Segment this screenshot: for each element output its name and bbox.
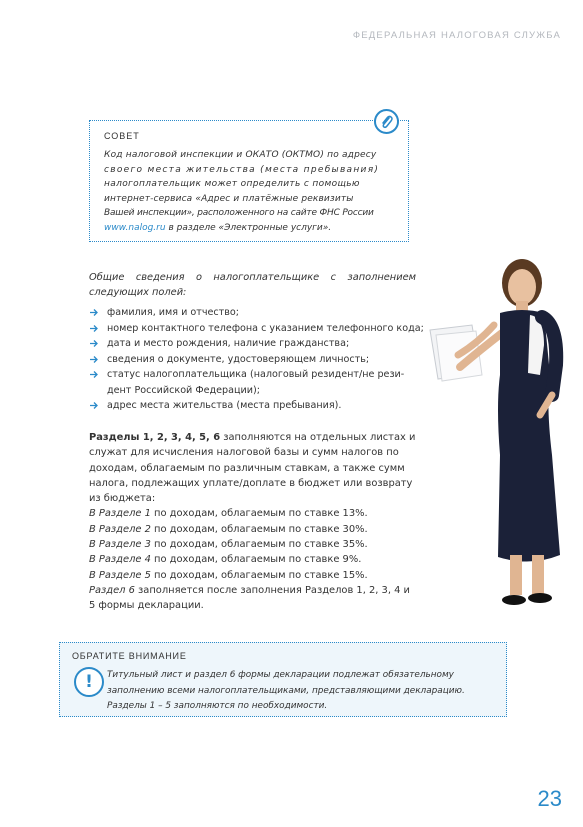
- tip-line: Код налоговой инспекции и ОКАТО (ОКТМО) по адресу: [104, 150, 377, 160]
- tip-line: налогоплательщик может определить с помощью: [104, 179, 360, 190]
- header-title: ФЕДЕРАЛЬНАЯ НАЛОГОВАЯ СЛУЖБА: [352, 30, 561, 41]
- arrow-right-icon: [89, 324, 99, 333]
- arrow-right-icon: [89, 339, 99, 348]
- tip-text: [104, 148, 396, 236]
- attention-box: [59, 642, 507, 717]
- list-item: статус налогоплательщика (налоговый резидент/не рези- дент Российской Федерации);: [89, 367, 429, 398]
- list-item: адрес места жительства (места пребывания).: [89, 398, 429, 414]
- section-item: В Разделе 5 по доходам, облагаемым по ставке 15%.: [89, 569, 368, 581]
- fields-list: [89, 305, 429, 414]
- tip-title: СОВЕТ: [104, 131, 140, 141]
- list-item: сведения о документе, удостоверяющем личность;: [89, 352, 429, 368]
- tip-link-tail: в разделе «Электронные услуги».: [165, 222, 332, 233]
- section-item: В Разделе 2 по доходам, облагаемым по ставке 30%.: [89, 523, 368, 535]
- tip-line-last: [104, 221, 396, 236]
- attention-line: Титульный лист и раздел 6 формы декларации подлежат обязательному: [107, 670, 454, 680]
- section-item: В Разделе 4 по доходам, облагаемым по ставке 9%.: [89, 554, 362, 566]
- arrow-right-icon: [89, 370, 99, 379]
- arrow-right-icon: [89, 308, 99, 317]
- sections-text: [89, 430, 419, 614]
- sections-bold: Разделы 1, 2, 3, 4, 5, 6: [89, 432, 221, 443]
- section-item: В Разделе 3 по доходам, облагаемым по ставке 35%.: [89, 539, 368, 551]
- page-number: 23: [537, 786, 562, 811]
- attention-title: ОБРАТИТЕ ВНИМАНИЕ: [72, 651, 187, 661]
- section-item: Раздел 6 заполняется после заполнения Разделов 1, 2, 3, 4 и 5 формы декларации.: [89, 584, 410, 612]
- exclamation-icon: !: [74, 667, 104, 697]
- tip-line: своего места жительства (места пребывания): [104, 164, 380, 175]
- arrow-right-icon: [89, 355, 99, 364]
- woman-illustration: [410, 255, 580, 625]
- tip-box: [89, 120, 409, 242]
- list-item: дата и место рождения, наличие гражданства;: [89, 336, 429, 352]
- attention-line: заполнению всеми налогоплательщиками, представляющими декларацию.: [107, 685, 465, 696]
- intro-text: Общие сведения о налогоплательщике с заполнением следующих полей:: [89, 272, 416, 298]
- list-item: номер контактного телефона с указанием телефонного кода;: [89, 321, 429, 337]
- attention-line: Разделы 1 – 5 заполняются по необходимости.: [107, 701, 328, 711]
- tip-line: Вашей инспекции», расположенного на сайте ФНС России: [104, 208, 374, 219]
- arrow-right-icon: [89, 401, 99, 410]
- attention-text: [107, 668, 502, 715]
- section-item: В Разделе 1 по доходам, облагаемым по ставке 13%.: [89, 508, 368, 520]
- nalog-link[interactable]: www.nalog.ru: [104, 222, 166, 233]
- list-item: фамилия, имя и отчество;: [89, 305, 429, 321]
- sections-intro: Разделы 1, 2, 3, 4, 5, 6 заполняются на отдельных листах и служат для исчисления налоговой базы и сумм налогов по доходам, облагаемым по различным ставкам, а также сумм налога, подлежащих уплате/доплате в бюджет или возврату из бюджета:: [89, 432, 416, 505]
- paperclip-icon: [374, 109, 399, 134]
- tip-line: интернет-сервиса «Адрес и платёжные реквизиты: [104, 193, 354, 204]
